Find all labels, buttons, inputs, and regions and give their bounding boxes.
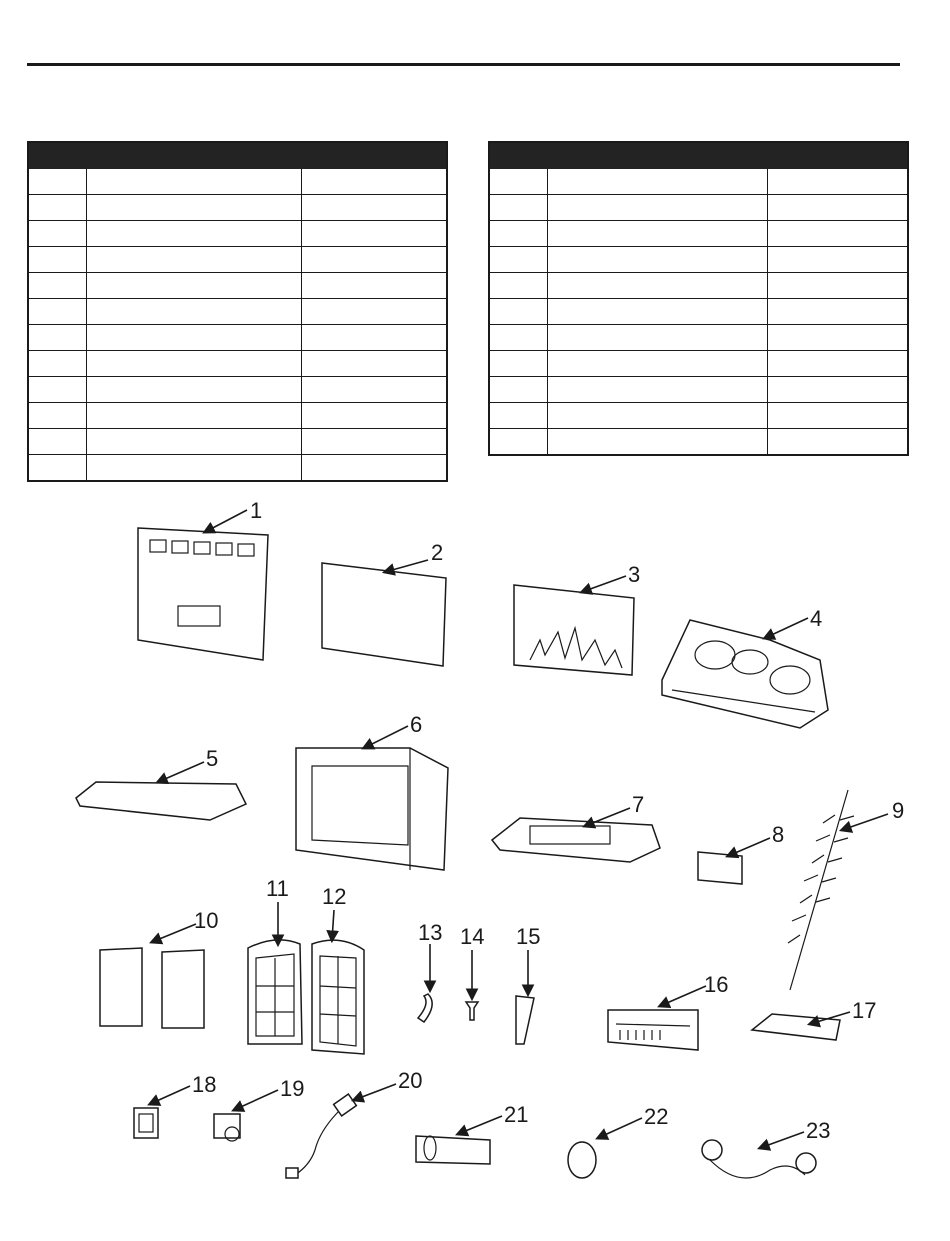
part-21-fan (416, 1136, 490, 1164)
part-18-switch (134, 1108, 158, 1138)
callout-12: 12 (322, 884, 347, 909)
part-5-top (76, 782, 246, 820)
callout-9: 9 (892, 798, 905, 823)
part-11-left-door (248, 940, 302, 1044)
callout-13: 13 (418, 920, 443, 945)
callout-3: 3 (628, 562, 641, 587)
callout-10: 10 (194, 908, 219, 933)
part-6-firebox (296, 748, 448, 870)
callout-8: 8 (772, 822, 785, 847)
part-2-panel (322, 563, 446, 666)
part-4-log-set (662, 620, 828, 728)
part-14-screw (466, 1002, 478, 1020)
callout-14: 14 (460, 924, 485, 949)
callout-17: 17 (852, 998, 877, 1023)
part-23-wire-harness (702, 1140, 816, 1178)
part-1-back-panel (138, 528, 268, 660)
callout-20: 20 (398, 1068, 423, 1093)
part-3-flame-screen (514, 585, 634, 675)
callout-4: 4 (810, 606, 823, 631)
part-12-right-door (312, 940, 364, 1054)
part-8-plate (698, 852, 742, 884)
part-15-hinge (516, 996, 534, 1044)
part-13-clip (418, 994, 432, 1022)
part-19-thermostat (214, 1114, 240, 1141)
part-7-base (492, 818, 660, 862)
part-17-bracket (752, 1014, 840, 1040)
part-22-motor-cap (568, 1142, 596, 1178)
callout-15: 15 (516, 924, 541, 949)
callout-19: 19 (280, 1076, 305, 1101)
callout-5: 5 (206, 746, 219, 771)
callout-18: 18 (192, 1072, 217, 1097)
callout-7: 7 (632, 792, 645, 817)
callout-1: 1 (250, 498, 263, 523)
callout-22: 22 (644, 1104, 669, 1129)
callout-11: 11 (266, 876, 289, 901)
part-20-power-cord (286, 1094, 356, 1178)
callout-23: 23 (806, 1118, 831, 1143)
part-16-heater-box (608, 1010, 698, 1050)
part-9-ember-strip (788, 790, 854, 990)
callout-6: 6 (410, 712, 423, 737)
part-10-glass-panels (100, 948, 204, 1028)
callout-21: 21 (504, 1102, 529, 1127)
callout-16: 16 (704, 972, 729, 997)
callout-2: 2 (431, 540, 444, 565)
